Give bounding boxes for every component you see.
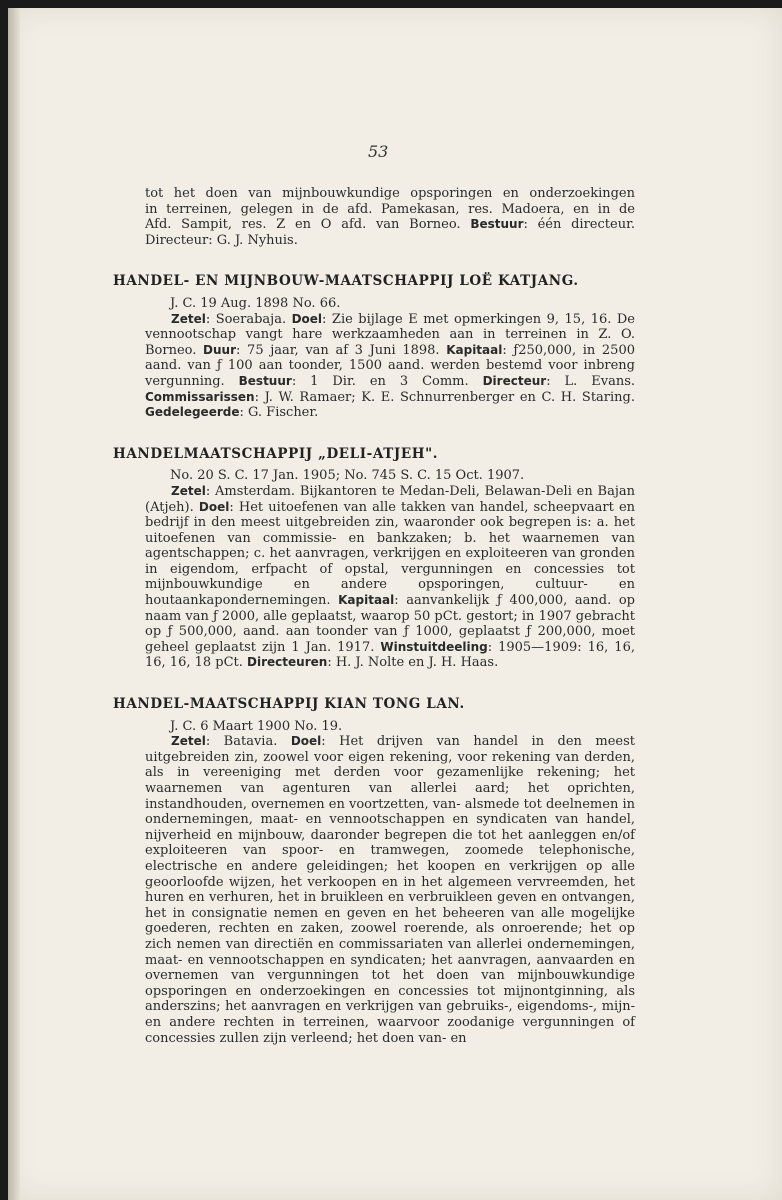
section-title: HANDEL-MAATSCHAPPIJ KIAN TONG LAN. <box>113 696 465 713</box>
intro-line: tot het doen van mijnbouwkundige opsporingen en onderzoekingen <box>145 186 635 201</box>
field-text: : L. Evans. <box>546 373 636 389</box>
field-label: Gedelegeerde <box>145 405 240 420</box>
field-text: : G. Fischer. <box>239 405 319 421</box>
field-text: : 75 jaar, van af 3 Juni 1898. <box>236 342 447 358</box>
field-text: : 1 Dir. en 3 Comm. <box>291 373 483 389</box>
section-body <box>145 484 635 671</box>
document-page <box>8 8 782 1200</box>
section-reference: J. C. 6 Maart 1900 No. 19. <box>170 718 343 734</box>
field-label: Zetel <box>171 311 206 326</box>
page-content <box>113 186 636 1046</box>
field-label: Directeur <box>482 373 547 388</box>
page-number: 53 <box>368 142 389 161</box>
field-label: Commissarissen <box>145 389 255 404</box>
field-text: : H. J. Nolte en J. H. Haas. <box>327 655 499 671</box>
section-reference: J. C. 19 Aug. 1898 No. 66. <box>170 295 341 311</box>
field-label: Bestuur <box>238 373 292 388</box>
section-body <box>145 734 635 1046</box>
field-label: Duur <box>203 342 237 357</box>
intro-line: in terreinen, gelegen in de afd. Pamekasan, res. Madoera, en in de <box>145 201 635 217</box>
field-label: Zetel <box>171 734 206 749</box>
intro-line <box>145 217 635 233</box>
intro-paragraph <box>145 186 635 248</box>
intro-line: Directeur: G. J. Nyhuis. <box>145 232 298 248</box>
field-label: Directeuren <box>247 655 328 670</box>
field-text: : Soerabaja. <box>205 311 292 327</box>
bestuur-label: Bestuur <box>470 217 524 232</box>
field-text: : Batavia. <box>205 734 291 750</box>
bestuur-text: : één directeur. <box>523 217 635 233</box>
section-body <box>145 312 635 421</box>
intro-line-text: Afd. Sampit, res. Z en O afd. van Borneo. <box>145 217 461 233</box>
field-label: Kapitaal <box>446 342 503 357</box>
field-label: Doel <box>291 311 323 326</box>
field-text: : J. W. Ramaer; K. E. Schnurrenberger en C. H. Staring. <box>254 389 635 405</box>
section-reference: No. 20 S. C. 17 Jan. 1905; No. 745 S. C. 15 Oct. 1907. <box>170 468 525 484</box>
section-title: HANDELMAATSCHAPPIJ „DELI-ATJEH". <box>113 445 439 462</box>
field-label: Zetel <box>171 483 206 498</box>
field-label: Doel <box>198 499 230 514</box>
field-text: : ƒ250,000, in 2500 aand. van ƒ 100 aan toonder, 1500 aand. werden bestemd voor inbreng vergunning. <box>145 342 635 389</box>
field-label: Kapitaal <box>338 593 395 608</box>
field-text: : 1905—1909: 16, 16, 16, 16, 18 pCt. <box>145 639 635 671</box>
field-text: : Zie bijlage E met opmerkingen 9, 15, 16. De vennootschap vangt hare werkzaamheden aan in terreinen in Z. O. Borneo. <box>145 311 635 358</box>
field-label: Doel <box>290 734 322 749</box>
field-text: : Het drijven van handel in den meest uitgebreiden zin, zoowel voor eigen rekening, voor rekening van derden, als in vereeniging met derden voor gezamenlijke rekening; het waarnemen van agenturen van allerlei aard; het oprichten, instandhouden, overnemen en voortzetten, van- alsmede tot deelnemen in ondernemingen, maat- en vennootschappen en syndicaten van handel, nijverheid en mijnbouw, daaronder begrepen die tot het aanleggen en/of exploiteeren van spoor- en tramwegen, zoomede telephonische, electrische en andere geleidingen; het koopen en verkrijgen op alle geoorloofde wijzen, het verkoopen en in het algemeen vervreemden, het huren en verhuren, het in bruikleen en verbruikleen geven en ontvangen, het in consignatie nemen en geven en het beheeren van alle mogelijke goederen, rechten en zaken, zoowel roerende, als onroerende; het op zich nemen van directiën en commissariaten van allerlei ondernemingen, maat- en vennootschappen en syndicaten; het aanvragen, aanvaarden en overnemen van vergunningen tot het doen van mijnbouwkundige opsporingen en onderzoekingen en concessies tot mijnontginning, als anderszins; het aanvragen en verkrijgen van gebruiks-, eigendoms-, mijn- en andere rechten in terreinen, waarvoor zoodanige vergunningen of concessies zullen zijn verleend; het doen van- en <box>145 734 635 1046</box>
field-text: : Amsterdam. Bijkantoren te Medan-Deli, Belawan-Deli en Bajan (Atjeh). <box>145 483 635 515</box>
field-text: : aanvankelijk ƒ 400,000, aand. op naam van ƒ 2000, alle geplaatst, waarop 50 pCt. gestort; in 1907 gebracht op ƒ 500,000, aand. aan toonder van ƒ 1000, geplaatst ƒ 200,000, moet geheel geplaatst zijn 1 Jan. 1917. <box>145 593 636 655</box>
field-label: Winstuitdeeling <box>380 639 488 654</box>
binding-gutter <box>8 8 20 1200</box>
field-text: : Het uitoefenen van alle takken van handel, scheepvaart en bedrijf in den meest uitgebreiden zin, waaronder ook begrepen is: a. het uitoefenen van commissie- en bankzaken; b. het waarnemen van agentschappen; c. het aanvragen, verkrijgen en exploiteeren van gronden in eigendom, erfpacht of opstal, vergunningen en concessies tot mijnbouwkundige en andere opsporingen, cultuur- en houtaankapondernemingen. <box>145 499 636 609</box>
sections <box>113 273 636 1046</box>
section-title: HANDEL- EN MIJNBOUW-MAATSCHAPPIJ LOË KATJANG. <box>113 273 579 290</box>
